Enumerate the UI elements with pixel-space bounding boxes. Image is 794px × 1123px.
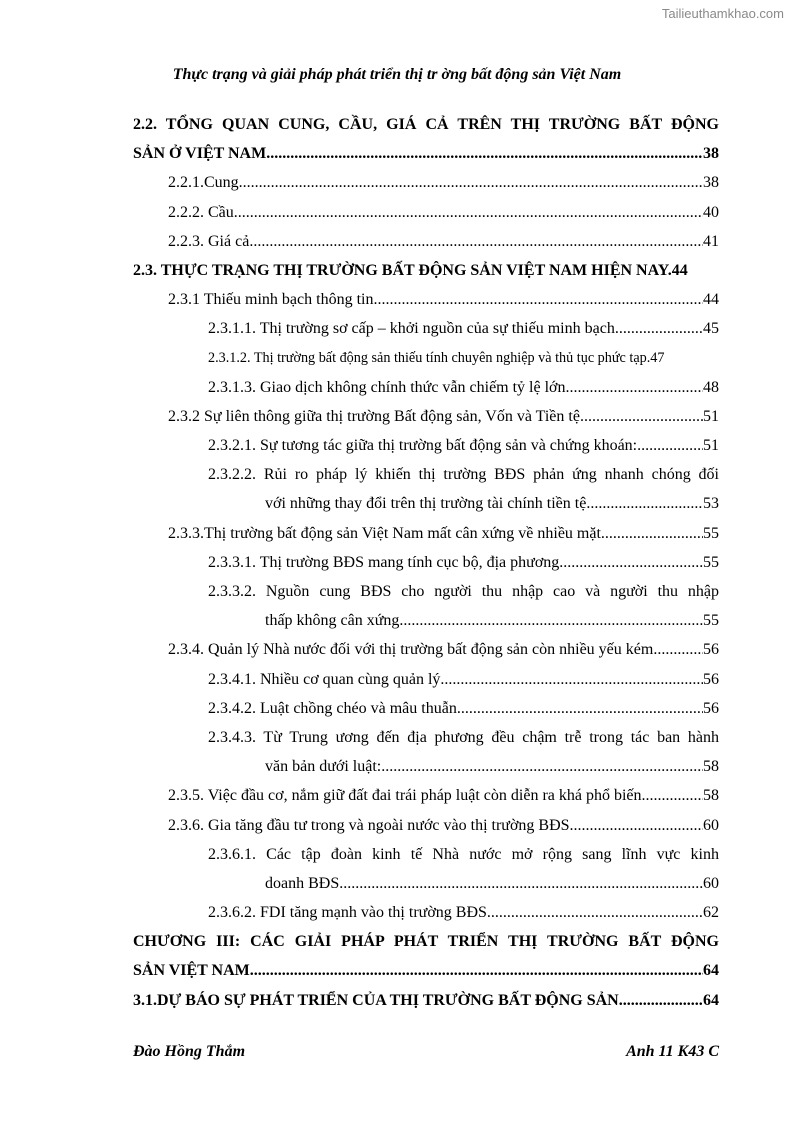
toc-entry-text: thấp không cân xứng <box>265 612 400 630</box>
toc-entry-2-3-6-1-cont[interactable] <box>133 869 719 898</box>
toc-entry-text: 2.3.6.1. Các tập đoàn kinh tế Nhà nước mở rộng sang lĩnh vực kinh <box>208 845 719 863</box>
toc-entry-2-3-2-2[interactable] <box>133 460 719 489</box>
toc-entry-3-1[interactable] <box>133 986 719 1015</box>
toc-page-number: 64 <box>703 962 719 980</box>
toc-entry-2-3-2[interactable] <box>133 402 719 431</box>
toc-page-number: 40 <box>703 203 719 221</box>
toc-page-number: 41 <box>703 232 719 250</box>
toc-page-number: 38 <box>703 174 719 192</box>
toc-page-number: 55 <box>703 524 719 542</box>
toc-entry-2-3-6-1[interactable] <box>133 840 719 869</box>
toc-entry-text: 2.3.3.Thị trường bất động sản Việt Nam mất cân xứng về nhiều mặt <box>168 524 601 542</box>
toc-entry-2-3-4[interactable] <box>133 635 719 664</box>
footer-class: Anh 11 K43 C <box>626 1043 719 1060</box>
toc-page-number: 62 <box>703 904 719 922</box>
toc-entry-2-3-6[interactable] <box>133 811 719 840</box>
toc-entry-2-2-cont[interactable] <box>133 139 719 168</box>
table-of-contents <box>133 110 719 1015</box>
toc-entry-text: 2.3.1.3. Giao dịch không chính thức vẫn chiếm tỷ lệ lớn <box>208 378 566 396</box>
toc-entry-2-3-4-1[interactable] <box>133 665 719 694</box>
toc-entry-2-3-2-1[interactable] <box>133 431 719 460</box>
toc-entry-text: 2.3.1 Thiếu minh bạch thông tin <box>168 291 374 309</box>
toc-entry-2-2[interactable] <box>133 110 719 139</box>
toc-entry-2-3-1-1[interactable] <box>133 314 719 343</box>
toc-entry-text: doanh BĐS <box>265 874 340 892</box>
toc-entry-text: 2.3.3.2. Nguồn cung BĐS cho người thu nhập cao và người thu nhập <box>208 583 719 600</box>
toc-page-number: 60 <box>703 874 719 892</box>
toc-entry-text: với những thay đổi trên thị trường tài chính tiền tệ <box>265 495 587 513</box>
toc-page-number: 44 <box>671 261 688 279</box>
toc-page-number: 55 <box>703 553 719 571</box>
toc-entry-text: 2.3.6. Gia tăng đầu tư trong và ngoài nước vào thị trường BĐS <box>168 816 570 834</box>
toc-entry-2-3-4-3[interactable] <box>133 723 719 752</box>
toc-page-number: 56 <box>703 670 719 688</box>
toc-page-number: 58 <box>703 758 719 776</box>
toc-entry-2-3-4-2[interactable] <box>133 694 719 723</box>
toc-entry-text: 2.3.2.1. Sự tương tác giữa thị trường bất động sản và chứng khoán: <box>208 437 638 455</box>
toc-entry-text: 2.3.4. Quản lý Nhà nước đối với thị trường bất động sản còn nhiều yếu kém <box>168 641 654 659</box>
toc-page-number: 55 <box>703 612 719 630</box>
toc-page-number: 51 <box>703 407 719 425</box>
toc-entry-2-3-6-2[interactable] <box>133 898 719 927</box>
toc-entry-2-3-3-1[interactable] <box>133 548 719 577</box>
toc-page-number: 60 <box>703 816 719 834</box>
toc-entry-text: 2.3.5. Việc đầu cơ, nắm giữ đất đai trái pháp luật còn diễn ra khá phổ biến <box>168 787 642 805</box>
toc-page-number: 53 <box>703 495 719 513</box>
toc-entry-chapter-3[interactable] <box>133 927 719 956</box>
toc-entry-2-3[interactable] <box>133 256 719 285</box>
toc-entry-text: 2.3.4.1. Nhiều cơ quan cùng quản lý <box>208 670 441 688</box>
toc-entry-2-2-2[interactable] <box>133 198 719 227</box>
toc-entry-text: văn bản dưới luật: <box>265 758 382 776</box>
toc-entry-2-3-5[interactable] <box>133 781 719 810</box>
toc-page-number: 58 <box>703 787 719 805</box>
toc-entry-text: 2.3.4.3. Từ Trung ương đến địa phương đều chậm trễ trong tác ban hành <box>208 728 719 746</box>
toc-page-number: 47 <box>650 349 665 366</box>
toc-entry-2-2-1[interactable] <box>133 168 719 197</box>
toc-entry-text: 2.3. THỰC TRẠNG THỊ TRƯỜNG BẤT ĐỘNG SẢN VIỆT NAM HIỆN NAY. <box>133 261 672 279</box>
toc-entry-text: 2.2.3. Giá cả <box>168 232 250 250</box>
toc-entry-2-3-3[interactable] <box>133 519 719 548</box>
toc-entry-2-3-3-2-cont[interactable] <box>133 606 719 635</box>
toc-entry-text: 2.2.1.Cung <box>168 174 239 192</box>
toc-entry-text: 2.3.2.2. Rủi ro pháp lý khiến thị trường BĐS phản ứng nhanh chóng đối <box>208 466 719 484</box>
toc-entry-text: SẢN Ở VIỆT NAM <box>133 145 267 163</box>
toc-page-number: 64 <box>703 991 719 1009</box>
toc-entry-2-3-1-3[interactable] <box>133 373 719 402</box>
toc-entry-text: 2.3.2 Sự liên thông giữa thị trường Bất động sản, Vốn và Tiền tệ <box>168 407 580 425</box>
toc-page-number: 56 <box>703 641 719 659</box>
footer-author: Đào Hồng Thắm <box>133 1043 246 1060</box>
toc-page-number: 51 <box>703 437 719 455</box>
toc-page-number: 56 <box>703 699 719 717</box>
toc-entry-text: 2.3.3.1. Thị trường BĐS mang tính cục bộ, địa phương <box>208 553 560 571</box>
toc-page-number: 48 <box>703 378 719 396</box>
page-header: Thực trạng và giải pháp phát triển thị tr ờng bất động sản Việt Nam <box>172 66 622 83</box>
toc-entry-text: 2.2.2. Cầu <box>168 203 234 221</box>
toc-entry-2-2-3[interactable] <box>133 227 719 256</box>
toc-entry-2-3-2-2-cont[interactable] <box>133 489 719 518</box>
toc-entry-text: SẢN VIỆT NAM <box>133 962 250 980</box>
toc-entry-text: 2.3.1.1. Thị trường sơ cấp – khởi nguồn của sự thiếu minh bạch <box>208 320 615 338</box>
toc-entry-2-3-3-2[interactable] <box>133 577 719 606</box>
toc-entry-text: 2.3.1.2. Thị trường bất động sản thiếu tính chuyên nghiệp và thủ tục phức tạp. <box>208 349 651 366</box>
watermark: Tailieuthamkhao.com <box>661 6 784 21</box>
toc-entry-chapter-3-cont[interactable] <box>133 956 719 985</box>
toc-entry-2-3-1[interactable] <box>133 285 719 314</box>
toc-entry-text: 2.3.6.2. FDI tăng mạnh vào thị trường BĐS <box>208 904 487 922</box>
toc-entry-text: CHƯƠNG III: CÁC GIẢI PHÁP PHÁT TRIỂN THỊ TRƯỜNG BẤT ĐỘNG <box>133 933 719 951</box>
toc-entry-2-3-1-2[interactable] <box>133 344 719 373</box>
toc-entry-2-3-4-3-cont[interactable] <box>133 752 719 781</box>
toc-page-number: 45 <box>703 320 719 338</box>
toc-entry-text: 2.2. TỔNG QUAN CUNG, CẦU, GIÁ CẢ TRÊN THỊ TRƯỜNG BẤT ĐỘNG <box>133 116 719 133</box>
toc-entry-text: 3.1.DỰ BÁO SỰ PHÁT TRIỂN CỦA THỊ TRƯỜNG BẤT ĐỘNG SẢN <box>133 991 619 1009</box>
toc-page-number: 44 <box>703 291 719 309</box>
toc-page-number: 38 <box>703 145 719 163</box>
toc-entry-text: 2.3.4.2. Luật chồng chéo và mâu thuẫn <box>208 699 457 717</box>
